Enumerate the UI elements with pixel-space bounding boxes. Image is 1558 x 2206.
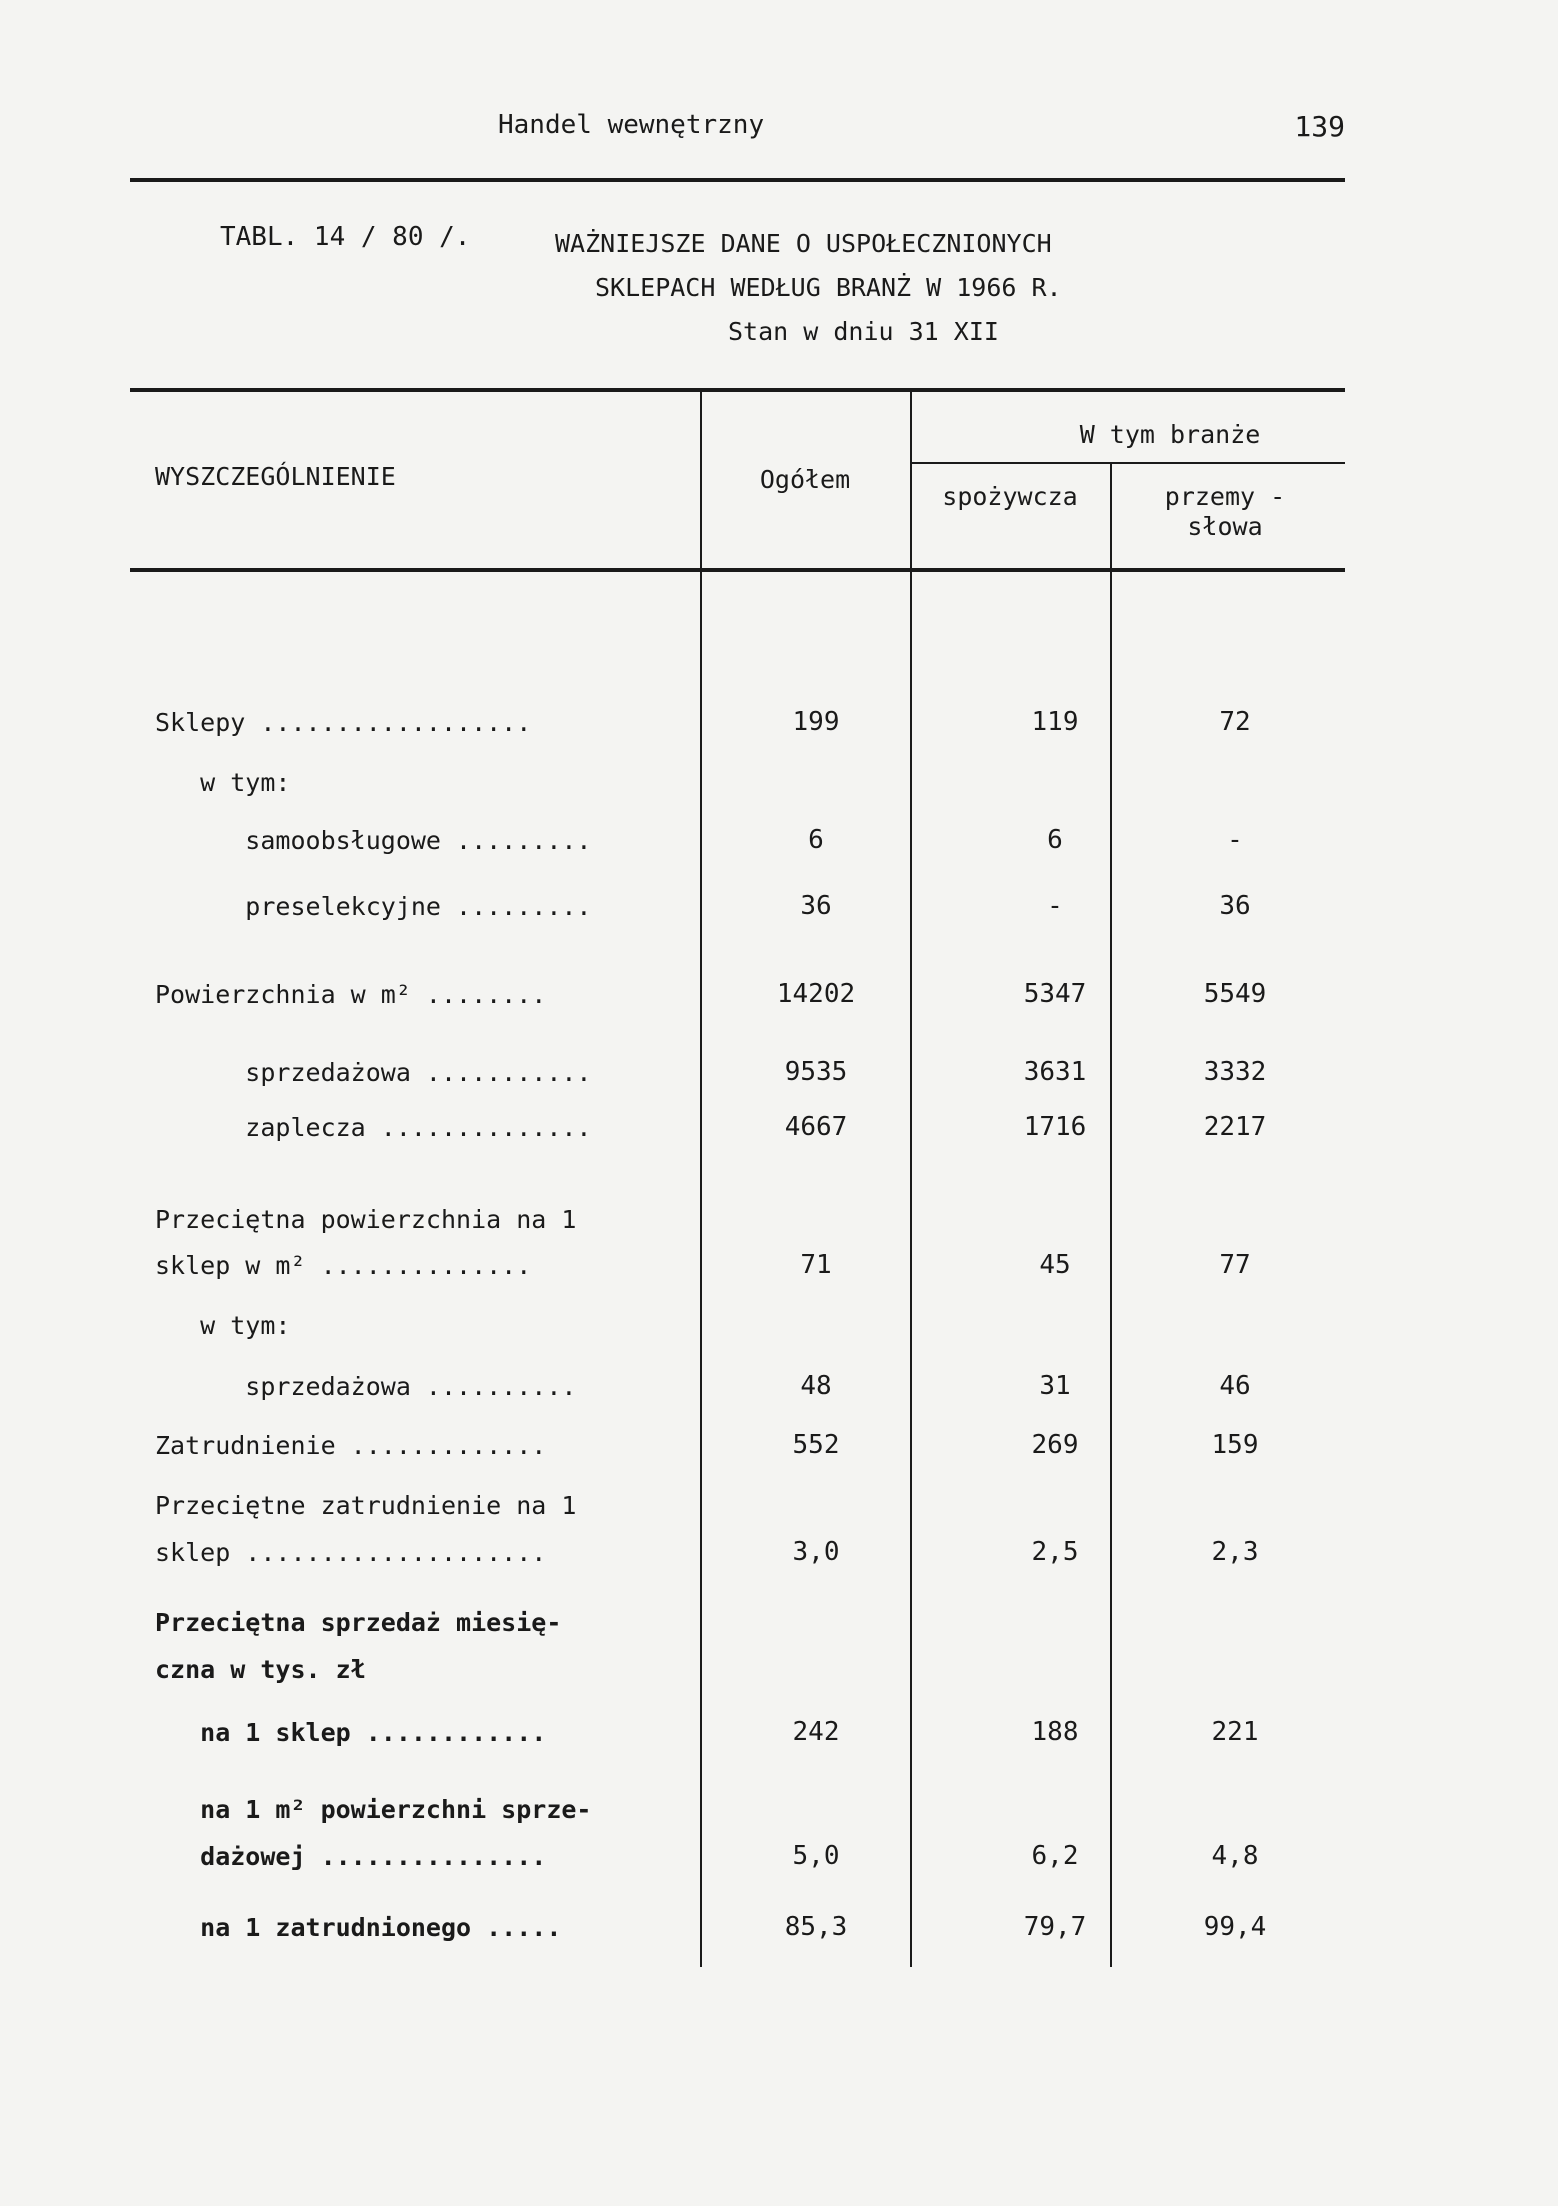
- cell-industrial: 2217: [1203, 1112, 1267, 1142]
- cell-industrial: 3332: [1203, 1057, 1267, 1087]
- cell-food: 119: [1031, 707, 1079, 737]
- table-row: Przeciętna powierzchnia na 1: [155, 1205, 577, 1234]
- cell-total: 9535: [784, 1057, 848, 1087]
- cell-food: 79,7: [1023, 1912, 1087, 1942]
- table-row: samoobsługowe .........: [155, 826, 592, 855]
- cell-food: 5347: [1023, 979, 1087, 1009]
- table-row: sprzedażowa ..........: [155, 1372, 577, 1401]
- cell-industrial: 72: [1219, 707, 1251, 737]
- header-industrial-line-2: słowa: [1187, 512, 1263, 541]
- table-row: zaplecza ..............: [155, 1113, 592, 1142]
- cell-total: 5,0: [792, 1841, 840, 1871]
- table-title: [555, 222, 1062, 354]
- cell-total: 3,0: [792, 1537, 840, 1567]
- cell-total: 6: [808, 825, 824, 855]
- cell-total: 552: [792, 1430, 840, 1460]
- table-row: na 1 m² powierzchni sprze-: [155, 1795, 592, 1824]
- cell-industrial: 221: [1211, 1717, 1259, 1747]
- cell-industrial: -: [1227, 825, 1243, 855]
- cell-food: 6: [1047, 825, 1063, 855]
- cell-industrial: 36: [1219, 891, 1251, 921]
- page-number: 139: [1294, 110, 1345, 143]
- column-divider-2: [910, 392, 912, 1967]
- table-row: Sklepy ..................: [155, 708, 532, 737]
- cell-total: 14202: [776, 979, 856, 1009]
- table-row: Powierzchnia w m² ........: [155, 980, 547, 1009]
- cell-industrial: 4,8: [1211, 1841, 1259, 1871]
- cell-total: 85,3: [784, 1912, 848, 1942]
- header-industrial-line-1: przemy -: [1164, 482, 1286, 511]
- cell-food: 269: [1031, 1430, 1079, 1460]
- cell-food: 2,5: [1031, 1537, 1079, 1567]
- cell-food: 6,2: [1031, 1841, 1079, 1871]
- cell-total: 4667: [784, 1112, 848, 1142]
- cell-food: 188: [1031, 1717, 1079, 1747]
- table-row: na 1 zatrudnionego .....: [155, 1913, 562, 1942]
- table-row: w tym:: [155, 1311, 291, 1340]
- header-description: WYSZCZEGÓLNIENIE: [155, 462, 396, 491]
- table-row: na 1 sklep ............: [155, 1718, 547, 1747]
- table-row: sklep w m² ..............: [155, 1251, 532, 1280]
- table-title-line-3: Stan w dniu 31 XII: [728, 317, 999, 346]
- cell-food: 31: [1039, 1371, 1071, 1401]
- table-header-bottom-rule: [130, 568, 1345, 572]
- subheader-rule: [910, 462, 1345, 464]
- page-header: [130, 110, 1345, 150]
- cell-total: 71: [800, 1250, 832, 1280]
- table-row: preselekcyjne .........: [155, 892, 592, 921]
- table-row: dażowej ...............: [155, 1842, 547, 1871]
- header-industrial: [1125, 482, 1325, 542]
- table-row: Przeciętne zatrudnienie na 1: [155, 1491, 577, 1520]
- table-title-line-2: SKLEPACH WEDŁUG BRANŻ W 1966 R.: [595, 273, 1062, 302]
- cell-food: 1716: [1023, 1112, 1087, 1142]
- cell-industrial: 2,3: [1211, 1537, 1259, 1567]
- table-row: sprzedażowa ...........: [155, 1058, 592, 1087]
- column-divider-1: [700, 392, 702, 1967]
- header-total: Ogółem: [759, 465, 851, 494]
- table-row: Zatrudnienie .............: [155, 1431, 547, 1460]
- cell-total: 48: [800, 1371, 832, 1401]
- cell-industrial: 99,4: [1203, 1912, 1267, 1942]
- cell-food: 3631: [1023, 1057, 1087, 1087]
- header-food: spożywcza: [942, 482, 1078, 511]
- table-row: sklep ....................: [155, 1538, 547, 1567]
- running-title: Handel wewnętrzny: [498, 110, 765, 140]
- cell-food: 45: [1039, 1250, 1071, 1280]
- cell-industrial: 77: [1219, 1250, 1251, 1280]
- cell-total: 36: [800, 891, 832, 921]
- table-row: Przeciętna sprzedaż miesię-: [155, 1608, 562, 1637]
- table-row: czna w tys. zł: [155, 1655, 366, 1684]
- cell-industrial: 159: [1211, 1430, 1259, 1460]
- table-row: w tym:: [155, 768, 291, 797]
- table-title-line-1: WAŻNIEJSZE DANE O USPOŁECZNIONYCH: [555, 229, 1052, 258]
- header-group: W tym branże: [1079, 420, 1261, 449]
- cell-industrial: 46: [1219, 1371, 1251, 1401]
- cell-total: 199: [792, 707, 840, 737]
- cell-industrial: 5549: [1203, 979, 1267, 1009]
- table-number: TABL. 14 / 80 /.: [220, 222, 471, 252]
- cell-food: -: [1047, 891, 1063, 921]
- table-top-rule: [130, 388, 1345, 392]
- header-rule: [130, 178, 1345, 182]
- cell-total: 242: [792, 1717, 840, 1747]
